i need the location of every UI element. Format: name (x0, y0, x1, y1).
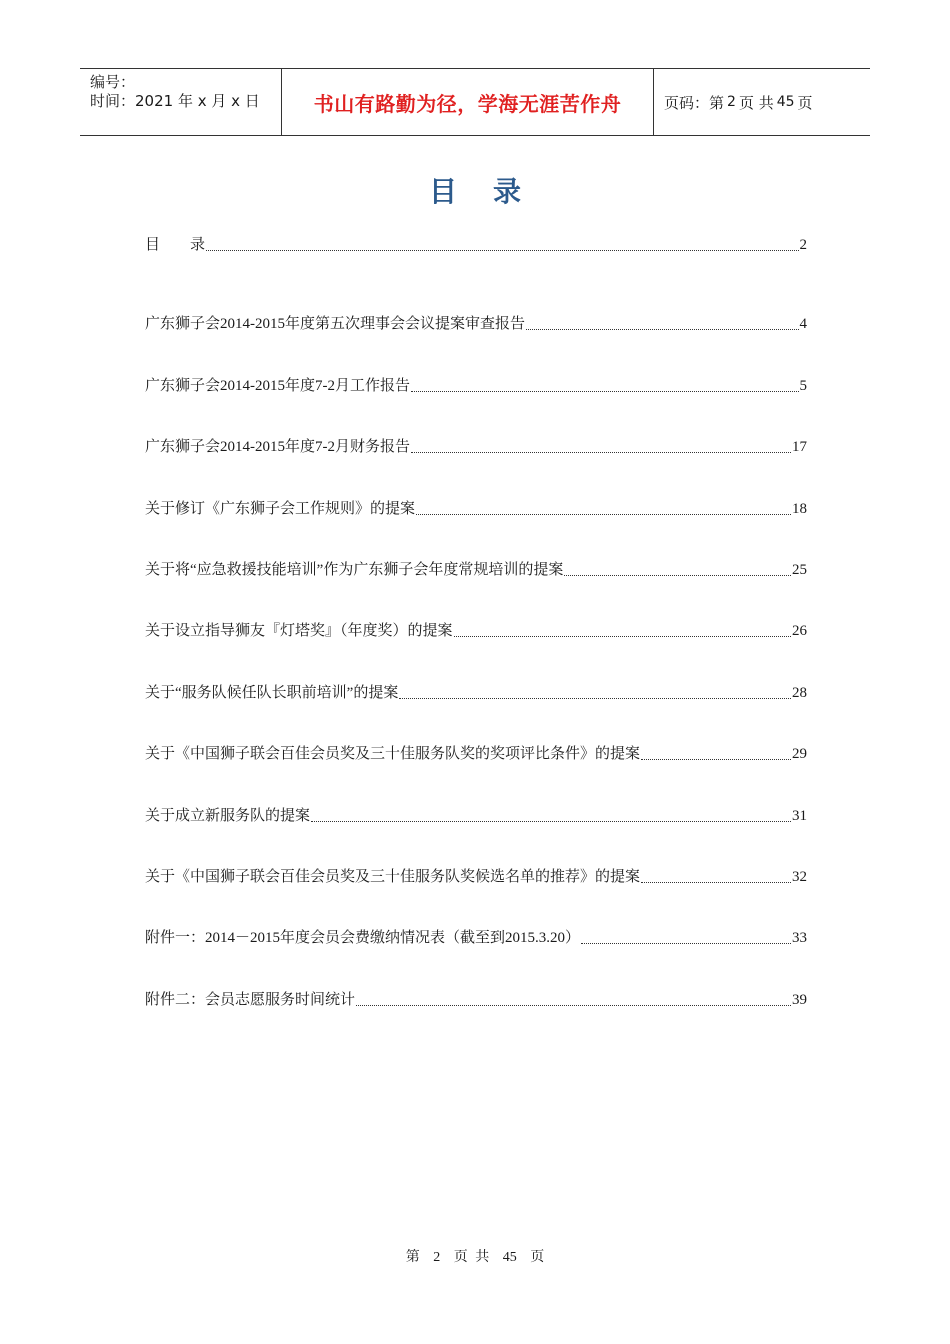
toc-entry-text: 关于《中国狮子联会百佳会员奖及三十佳服务队奖候选名单的推荐》的提案 (145, 868, 641, 885)
toc-leader-dots (356, 1004, 791, 1006)
toc-entry[interactable] (145, 663, 807, 724)
header-meta (80, 69, 282, 135)
toc-leader-dots (411, 390, 799, 392)
toc-entry-page: 17 (792, 439, 807, 456)
toc-entry[interactable] (145, 479, 807, 540)
toc-leader-dots (526, 328, 799, 330)
toc-title: 目录 (428, 175, 557, 208)
toc-leader-dots (564, 574, 791, 576)
toc-entry[interactable] (145, 725, 807, 786)
toc-entry[interactable] (145, 970, 807, 1031)
toc-entry[interactable] (145, 541, 807, 602)
footer-page-total: 45 (502, 1250, 517, 1265)
toc-entry-text: 目 录 (145, 237, 206, 253)
header-page-info (654, 69, 870, 135)
footer-suffix: 页 (530, 1250, 545, 1265)
toc-entry-text: 关于修订《广东狮子会工作规则》的提案 (145, 500, 416, 517)
toc-leader-dots (641, 758, 791, 760)
toc-entry-page: 31 (792, 807, 807, 824)
toc-leader-dots (454, 635, 791, 637)
toc-leader-dots (399, 697, 791, 699)
toc-leader-dots (416, 513, 791, 515)
toc-entry[interactable] (145, 909, 807, 970)
toc-entry-text: 关于将“应急救援技能培训”作为广东狮子会年度常规培训的提案 (145, 561, 564, 578)
toc-entry[interactable] (145, 356, 807, 417)
toc-entry-page: 2 (799, 237, 807, 253)
toc-entry-text: 关于《中国狮子联会百佳会员奖及三十佳服务队奖的奖项评比条件》的提案 (145, 746, 641, 763)
page-header (80, 68, 870, 136)
toc-entry-page: 18 (792, 500, 807, 517)
toc-entry-page: 25 (792, 561, 807, 578)
header-page-mid: 页 共 (738, 93, 774, 112)
toc-leader-dots (641, 881, 791, 883)
table-of-contents (145, 234, 807, 1032)
toc-leader-dots (206, 249, 798, 251)
toc-entry[interactable] (145, 602, 807, 663)
toc-leader-dots (581, 942, 791, 944)
toc-entry-text: 附件一：2014－2015年度会员会费缴纳情况表（截至到2015.3.20） (145, 930, 581, 947)
toc-leader-dots (311, 820, 791, 822)
toc-entry-text: 关于设立指导狮友『灯塔奖』（年度奖）的提案 (145, 623, 453, 640)
toc-entry-text: 广东狮子会2014-2015年度第五次理事会会议提案审查报告 (145, 316, 525, 333)
toc-entry-page: 28 (792, 684, 807, 701)
toc-entry-text: 关于“服务队候任队长职前培训”的提案 (145, 684, 399, 701)
toc-entry[interactable] (145, 234, 807, 256)
toc-entry-text: 广东狮子会2014-2015年度7-2月工作报告 (145, 377, 410, 394)
toc-entry-text: 广东狮子会2014-2015年度7-2月财务报告 (145, 439, 410, 456)
toc-entry-page: 39 (792, 991, 807, 1008)
toc-entry[interactable] (145, 295, 807, 356)
toc-leader-dots (411, 451, 791, 453)
header-page-suffix: 页 (797, 93, 813, 112)
toc-entry[interactable] (145, 786, 807, 847)
toc-entry[interactable] (145, 848, 807, 909)
header-page-prefix: 页码：第 (664, 93, 725, 112)
footer-page-current: 2 (433, 1250, 441, 1265)
header-page-current: 2 (727, 94, 736, 110)
toc-entry-page: 32 (792, 868, 807, 885)
toc-entry[interactable] (145, 418, 807, 479)
document-time-label: 时间：2021 年 x 月 x 日 (90, 92, 260, 110)
footer-mid: 页 共 (453, 1250, 490, 1265)
toc-entry-page: 5 (799, 377, 807, 394)
toc-entry-page: 4 (799, 316, 807, 333)
header-motto: 书山有路勤为径，学海无涯苦作舟 (313, 91, 622, 116)
toc-entry-text: 关于成立新服务队的提案 (145, 807, 311, 824)
toc-entry-page: 29 (792, 746, 807, 763)
document-number-label: 编号： (90, 73, 136, 91)
page-footer (0, 1246, 950, 1266)
toc-entry-page: 26 (792, 623, 807, 640)
header-motto-cell (282, 69, 654, 135)
toc-entry-page: 33 (792, 930, 807, 947)
toc-entry-text: 附件二：会员志愿服务时间统计 (145, 991, 356, 1008)
footer-prefix: 第 (405, 1250, 420, 1265)
header-page-total: 45 (776, 94, 795, 110)
